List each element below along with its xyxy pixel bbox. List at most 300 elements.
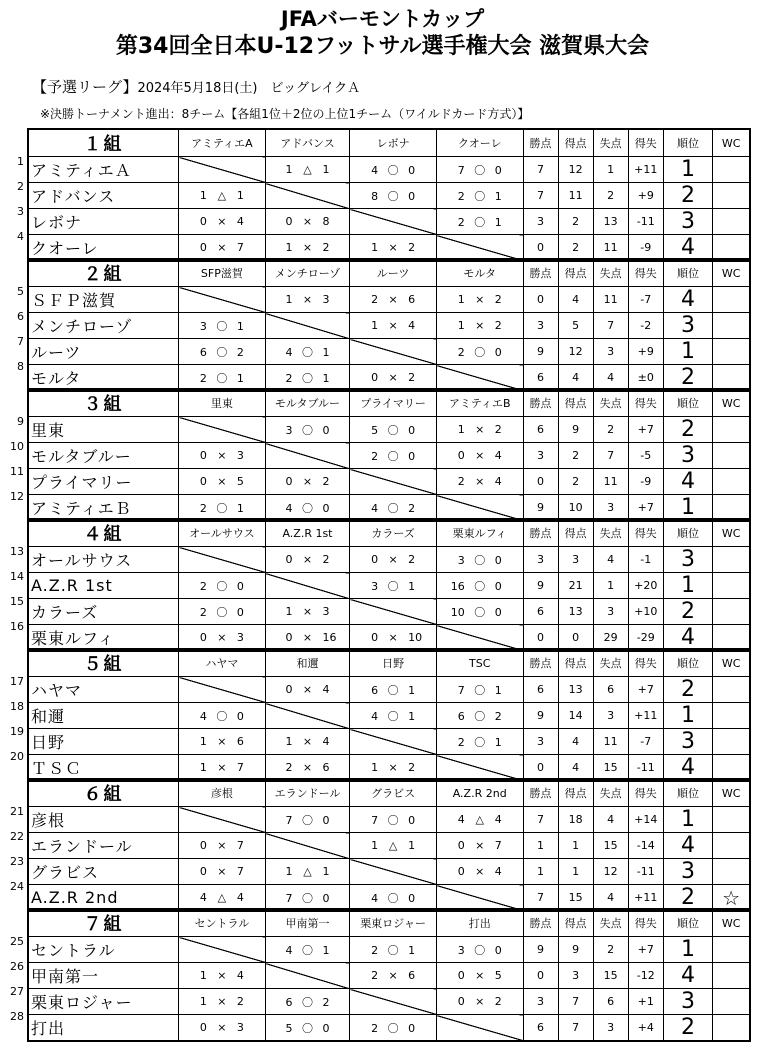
group-header-row — [28, 129, 750, 157]
score-own: 6 — [371, 683, 379, 697]
rank-value: 2 — [663, 677, 713, 703]
result-mark: 〇 — [301, 1021, 313, 1035]
goals-for-value: 14 — [558, 703, 593, 729]
wildcard-value — [713, 677, 750, 703]
goals-for-value: 1 — [558, 859, 593, 885]
result-mark: × — [302, 215, 313, 228]
team-name: エランドール — [28, 833, 179, 859]
goals-for-value: 9 — [558, 417, 593, 443]
score-opp: 1 — [408, 683, 416, 697]
match-result — [350, 937, 437, 963]
goals-against-value: 11 — [593, 729, 628, 755]
match-result — [179, 599, 266, 625]
goal-diff-value: +7 — [628, 495, 663, 522]
opponent-header: A.Z.R 2nd — [436, 779, 523, 807]
opponent-header: レボナ — [350, 129, 437, 157]
opponent-header: SFP滋賀 — [179, 259, 266, 287]
table-row — [28, 573, 750, 599]
team-name: カラーズ — [28, 599, 179, 625]
rank-value: 3 — [663, 209, 713, 235]
table-row — [28, 937, 750, 963]
goals-against-value: 2 — [593, 183, 628, 209]
rank-value: 1 — [663, 807, 713, 833]
wildcard-value — [713, 963, 750, 989]
match-result — [179, 1015, 266, 1042]
score-opp: 1 — [408, 579, 416, 593]
goals-for-value: 4 — [558, 287, 593, 313]
result-mark: × — [475, 449, 485, 462]
rank-header: 順位 — [663, 129, 713, 157]
score-own: 1 — [457, 423, 465, 436]
result-mark: × — [475, 319, 485, 332]
rank-value: 3 — [663, 547, 713, 573]
goals-against-value: 4 — [593, 807, 628, 833]
goals-for-value: 18 — [558, 807, 593, 833]
result-mark: 〇 — [387, 449, 399, 463]
goal-diff-header: 得失 — [628, 129, 663, 157]
wildcard-value — [713, 339, 750, 365]
goals-against-value: 6 — [593, 989, 628, 1015]
result-mark: × — [302, 761, 313, 774]
score-own: 0 — [371, 371, 379, 384]
result-mark: 〇 — [474, 605, 486, 619]
goals-for-header: 得点 — [558, 519, 593, 547]
score-opp: 1 — [408, 839, 416, 852]
score-own: 1 — [199, 761, 207, 774]
score-own: 2 — [285, 371, 293, 385]
score-own: 2 — [371, 969, 379, 982]
points-value: 1 — [523, 833, 558, 859]
score-own: 6 — [199, 345, 207, 359]
result-mark: 〇 — [387, 501, 399, 515]
result-mark: 〇 — [474, 163, 486, 177]
rank-value: 1 — [663, 339, 713, 365]
goals-against-header: 失点 — [593, 779, 628, 807]
score-own: 1 — [199, 969, 207, 982]
match-result — [436, 209, 523, 235]
score-opp: 1 — [408, 709, 416, 723]
match-result — [436, 937, 523, 963]
score-opp: 5 — [236, 475, 244, 488]
points-value: 9 — [523, 937, 558, 963]
team-name: ＳＦＰ滋賀 — [28, 287, 179, 313]
result-mark: 〇 — [387, 891, 399, 905]
result-mark: × — [217, 1021, 227, 1034]
wildcard-value — [713, 313, 750, 339]
page-title-line2: 第34回全日本U-12フットサル選手権大会 滋賀県大会 — [115, 34, 650, 59]
score-opp: 5 — [494, 969, 502, 982]
group-header-row — [28, 389, 750, 417]
result-mark: △ — [217, 891, 227, 904]
points-value: 0 — [523, 625, 558, 652]
row-number: 18 — [10, 700, 24, 713]
score-opp: 4 — [236, 215, 244, 228]
points-value: 0 — [523, 287, 558, 313]
score-opp: 6 — [322, 761, 330, 774]
goals-for-value: 3 — [558, 963, 593, 989]
score-opp: 1 — [494, 735, 502, 749]
score-own: 7 — [457, 163, 465, 177]
score-own: 3 — [371, 579, 379, 593]
score-own: 2 — [371, 449, 379, 463]
table-row — [28, 287, 750, 313]
group-table — [27, 908, 751, 1042]
result-mark: 〇 — [216, 319, 228, 333]
result-mark: × — [302, 631, 313, 644]
result-mark: △ — [217, 189, 227, 202]
match-result — [350, 443, 437, 469]
result-mark: 〇 — [474, 683, 486, 697]
result-mark: 〇 — [474, 345, 486, 359]
goals-against-value: 15 — [593, 963, 628, 989]
match-result — [436, 443, 523, 469]
result-mark: × — [475, 969, 485, 982]
row-number: 15 — [10, 595, 24, 608]
goal-diff-value: -14 — [628, 833, 663, 859]
score-own: 7 — [285, 813, 293, 827]
wildcard-value — [713, 469, 750, 495]
row-number: 20 — [10, 750, 24, 763]
score-own: 2 — [457, 189, 465, 203]
row-number: 8 — [17, 360, 24, 373]
wildcard-header: WC — [713, 779, 750, 807]
match-result — [350, 833, 437, 859]
score-opp: 0 — [322, 813, 330, 827]
result-mark: 〇 — [474, 553, 486, 567]
goals-for-header: 得点 — [558, 129, 593, 157]
league-info — [32, 78, 360, 98]
wildcard-value — [713, 1015, 750, 1042]
goals-for-value: 5 — [558, 313, 593, 339]
goals-for-value: 21 — [558, 573, 593, 599]
wildcard-header: WC — [713, 649, 750, 677]
self-match-cell — [179, 417, 266, 443]
goals-for-header: 得点 — [558, 259, 593, 287]
goals-against-header: 失点 — [593, 129, 628, 157]
result-mark: × — [217, 631, 227, 644]
wildcard-value — [713, 547, 750, 573]
goals-against-value: 1 — [593, 573, 628, 599]
score-opp: 0 — [408, 891, 416, 905]
wildcard-value — [713, 937, 750, 963]
score-opp: 4 — [236, 969, 244, 982]
score-opp: 6 — [236, 735, 244, 748]
score-opp: 2 — [322, 241, 330, 254]
match-result — [436, 963, 523, 989]
self-match-cell — [265, 963, 350, 989]
score-opp: 4 — [322, 683, 330, 696]
score-opp: 4 — [494, 865, 502, 878]
rank-value: 4 — [663, 469, 713, 495]
score-own: 1 — [199, 735, 207, 748]
match-result — [179, 443, 266, 469]
opponent-header: 栗東ロジャー — [350, 909, 437, 937]
opponent-header: 甲南第一 — [265, 909, 350, 937]
result-mark: × — [302, 553, 313, 566]
goals-against-value: 7 — [593, 443, 628, 469]
score-opp: 2 — [494, 293, 502, 306]
goal-diff-value: +11 — [628, 157, 663, 183]
goals-against-value: 3 — [593, 495, 628, 522]
score-own: 0 — [285, 553, 293, 566]
opponent-header: モルタブルー — [265, 389, 350, 417]
table-row — [28, 1015, 750, 1042]
score-opp: 0 — [322, 891, 330, 905]
match-result — [436, 313, 523, 339]
score-own: 2 — [371, 1021, 379, 1035]
result-mark: △ — [475, 813, 484, 826]
score-opp: 4 — [408, 319, 416, 332]
score-opp: 1 — [236, 371, 244, 385]
row-number: 23 — [10, 855, 24, 868]
score-opp: 0 — [408, 449, 416, 463]
wildcard-value — [713, 833, 750, 859]
score-opp: 1 — [494, 683, 502, 697]
score-opp: 2 — [322, 475, 330, 488]
wildcard-value — [713, 417, 750, 443]
goals-against-value: 29 — [593, 625, 628, 652]
match-result — [179, 183, 266, 209]
self-match-cell — [350, 469, 437, 495]
result-mark: 〇 — [387, 189, 399, 203]
result-mark: 〇 — [387, 163, 399, 177]
result-mark: 〇 — [387, 813, 399, 827]
goal-diff-value: +1 — [628, 989, 663, 1015]
points-value: 6 — [523, 365, 558, 392]
league-label: 【予選リーグ】 — [32, 78, 138, 96]
match-result — [265, 209, 350, 235]
score-opp: 8 — [322, 215, 330, 228]
self-match-cell — [179, 547, 266, 573]
points-value: 7 — [523, 157, 558, 183]
table-row — [28, 339, 750, 365]
self-match-cell — [350, 859, 437, 885]
score-opp: 2 — [408, 761, 416, 774]
goals-against-value: 3 — [593, 703, 628, 729]
team-name: ＴＳＣ — [28, 755, 179, 782]
points-header: 勝点 — [523, 649, 558, 677]
page-title-line1: JFAバーモントカップ — [280, 7, 485, 31]
score-own: 0 — [285, 631, 293, 644]
match-result — [350, 677, 437, 703]
result-mark: × — [475, 995, 485, 1008]
opponent-header: メンチローゾ — [265, 259, 350, 287]
match-result — [179, 209, 266, 235]
group-table — [27, 778, 751, 912]
score-opp: 2 — [494, 423, 502, 436]
match-result — [350, 807, 437, 833]
points-value: 0 — [523, 963, 558, 989]
score-opp: 2 — [494, 319, 502, 332]
goals-for-value: 13 — [558, 677, 593, 703]
table-row — [28, 833, 750, 859]
goal-diff-value: +9 — [628, 183, 663, 209]
match-result — [265, 937, 350, 963]
goals-against-value: 15 — [593, 755, 628, 782]
score-own: 0 — [199, 631, 207, 644]
score-own: 3 — [457, 553, 465, 567]
result-mark: 〇 — [474, 735, 486, 749]
score-opp: 1 — [322, 943, 330, 957]
group-table — [27, 648, 751, 782]
goal-diff-value: -7 — [628, 729, 663, 755]
match-result — [436, 807, 523, 833]
goals-for-value: 7 — [558, 989, 593, 1015]
rank-header: 順位 — [663, 649, 713, 677]
score-own: 16 — [450, 579, 465, 593]
goals-against-value: 3 — [593, 339, 628, 365]
points-header: 勝点 — [523, 129, 558, 157]
wildcard-value — [713, 157, 750, 183]
team-name: グラビス — [28, 859, 179, 885]
goals-for-value: 13 — [558, 599, 593, 625]
match-result — [179, 833, 266, 859]
score-opp: 2 — [322, 553, 330, 566]
result-mark: × — [388, 631, 398, 644]
result-mark: 〇 — [301, 371, 313, 385]
goals-against-header: 失点 — [593, 519, 628, 547]
score-opp: 1 — [236, 501, 244, 515]
rank-value: 2 — [663, 599, 713, 625]
opponent-header: ハヤマ — [179, 649, 266, 677]
points-value: 0 — [523, 469, 558, 495]
score-opp: 3 — [322, 293, 330, 306]
opponent-header: 日野 — [350, 649, 437, 677]
wildcard-value — [713, 443, 750, 469]
score-own: 0 — [457, 865, 465, 878]
points-header: 勝点 — [523, 519, 558, 547]
goal-diff-value: +9 — [628, 339, 663, 365]
match-result — [265, 287, 350, 313]
goals-for-value: 2 — [558, 469, 593, 495]
goals-against-value: 1 — [593, 157, 628, 183]
score-opp: 7 — [236, 865, 244, 878]
team-name: アミティエＢ — [28, 495, 179, 522]
score-opp: 0 — [494, 553, 502, 567]
score-opp: 0 — [408, 813, 416, 827]
self-match-cell — [265, 313, 350, 339]
score-own: 2 — [199, 501, 207, 515]
rank-value: 1 — [663, 703, 713, 729]
group-header-row — [28, 779, 750, 807]
goal-diff-value: +7 — [628, 677, 663, 703]
result-mark: 〇 — [216, 501, 228, 515]
match-result — [265, 547, 350, 573]
match-result — [350, 157, 437, 183]
score-opp: 0 — [494, 943, 502, 957]
points-value: 0 — [523, 235, 558, 262]
team-name: 彦根 — [28, 807, 179, 833]
result-mark: 〇 — [301, 995, 313, 1009]
row-number: 28 — [10, 1010, 24, 1023]
wildcard-value: ☆ — [713, 885, 750, 912]
match-result — [350, 313, 437, 339]
rank-value: 4 — [663, 235, 713, 262]
goal-diff-value: +20 — [628, 573, 663, 599]
row-number: 10 — [10, 440, 24, 453]
rank-value: 1 — [663, 157, 713, 183]
group-table — [27, 388, 751, 522]
team-name: オールサウス — [28, 547, 179, 573]
goals-against-header: 失点 — [593, 389, 628, 417]
goal-diff-value: +11 — [628, 885, 663, 912]
score-opp: 10 — [408, 631, 423, 644]
score-opp: 0 — [236, 709, 244, 723]
wildcard-value — [713, 573, 750, 599]
match-result — [350, 183, 437, 209]
rank-value: 4 — [663, 833, 713, 859]
team-name: ハヤマ — [28, 677, 179, 703]
result-mark: 〇 — [474, 579, 486, 593]
score-own: 1 — [457, 319, 465, 332]
goals-for-value: 2 — [558, 209, 593, 235]
result-mark: × — [388, 319, 398, 332]
points-value: 9 — [523, 703, 558, 729]
goal-diff-value: -12 — [628, 963, 663, 989]
score-opp: 1 — [236, 189, 244, 202]
goal-diff-value: +7 — [628, 417, 663, 443]
goals-for-value: 4 — [558, 365, 593, 392]
wildcard-value — [713, 703, 750, 729]
score-own: 1 — [285, 605, 293, 618]
score-own: 2 — [371, 943, 379, 957]
opponent-header: アドバンス — [265, 129, 350, 157]
score-own: 2 — [457, 735, 465, 749]
rank-value: 4 — [663, 755, 713, 782]
table-row — [28, 989, 750, 1015]
score-own: 4 — [371, 891, 379, 905]
score-own: 7 — [285, 891, 293, 905]
goals-against-value: 15 — [593, 833, 628, 859]
team-name: ルーツ — [28, 339, 179, 365]
goal-diff-header: 得失 — [628, 909, 663, 937]
score-opp: 0 — [494, 579, 502, 593]
match-result — [436, 729, 523, 755]
result-mark: 〇 — [387, 709, 399, 723]
team-name: A.Z.R 1st — [28, 573, 179, 599]
result-mark: × — [217, 969, 227, 982]
rank-header: 順位 — [663, 909, 713, 937]
match-result — [265, 469, 350, 495]
row-number: 22 — [10, 830, 24, 843]
score-opp: 0 — [322, 423, 330, 437]
result-mark: 〇 — [216, 605, 228, 619]
row-number: 3 — [17, 205, 24, 218]
score-own: 4 — [285, 501, 293, 515]
table-row — [28, 963, 750, 989]
score-own: 1 — [199, 189, 207, 202]
table-row — [28, 417, 750, 443]
wildcard-value — [713, 209, 750, 235]
score-own: 2 — [199, 579, 207, 593]
match-result — [179, 963, 266, 989]
goal-diff-value: ±0 — [628, 365, 663, 392]
score-own: 0 — [199, 241, 207, 254]
score-opp: 1 — [236, 319, 244, 333]
rank-header: 順位 — [663, 779, 713, 807]
score-own: 2 — [199, 605, 207, 619]
group-name: ２組 — [28, 259, 179, 287]
match-result — [179, 859, 266, 885]
score-opp: 0 — [408, 163, 416, 177]
match-result — [436, 339, 523, 365]
points-header: 勝点 — [523, 909, 558, 937]
score-own: 1 — [285, 241, 293, 254]
score-own: 0 — [199, 839, 207, 852]
score-own: 0 — [285, 215, 293, 228]
result-mark: × — [217, 865, 227, 878]
table-row — [28, 469, 750, 495]
